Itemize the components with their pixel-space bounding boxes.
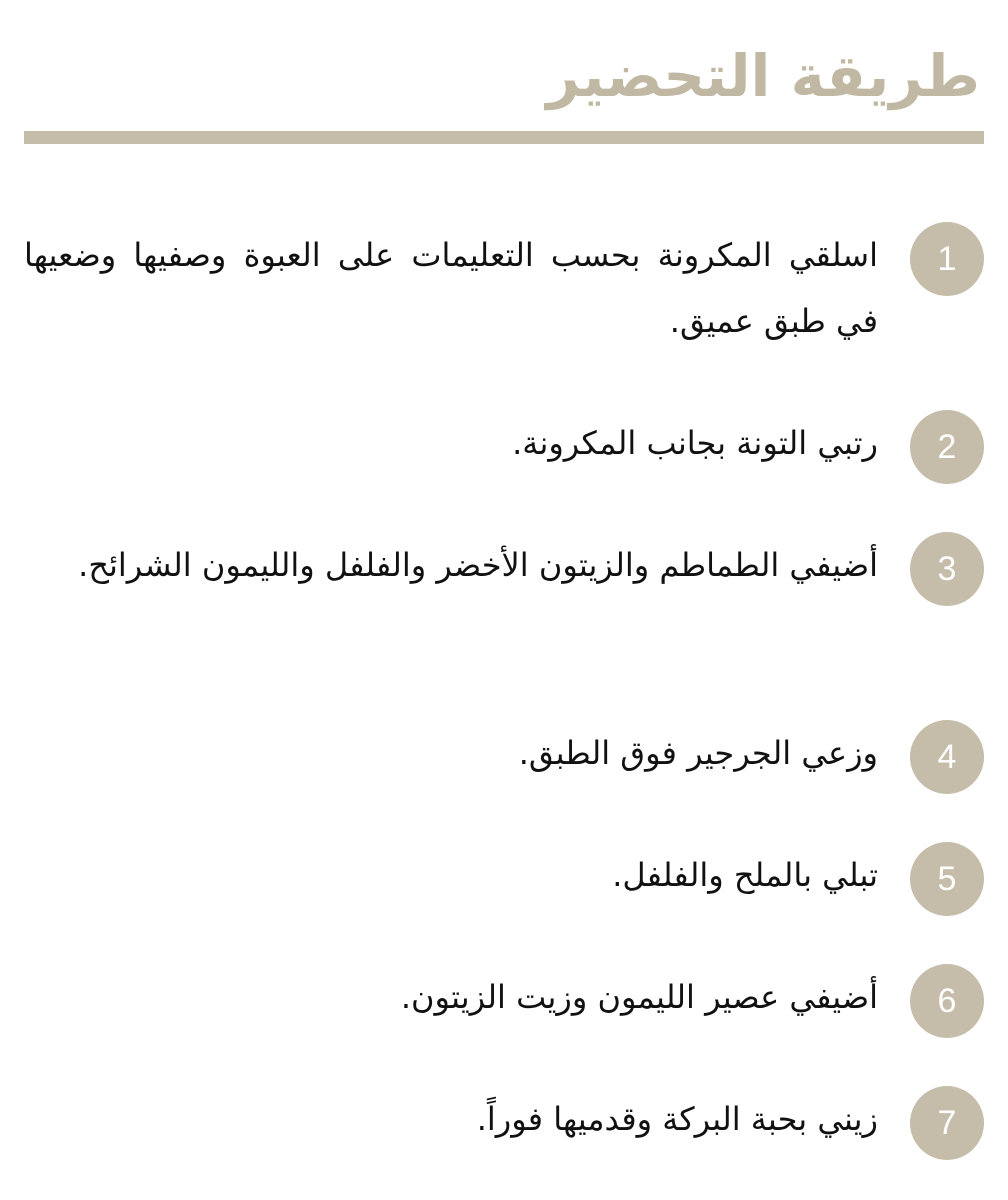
step-number-badge: 3: [910, 532, 984, 606]
step-item: [24, 964, 984, 1038]
step-item: [24, 842, 984, 916]
step-item: [24, 410, 984, 484]
step-text: أضيفي عصير الليمون وزيت الزيتون.: [400, 978, 878, 1016]
step-text: زيني بحبة البركة وقدميها فوراً.: [476, 1100, 878, 1138]
step-text: رتبي التونة بجانب المكرونة.: [512, 424, 878, 462]
step-text: أضيفي الطماطم والزيتون الأخضر والفلفل والليمون الشرائح.: [78, 546, 878, 584]
step-number-badge: 7: [910, 1086, 984, 1160]
step-item: [24, 1086, 984, 1160]
step-text: اسلقي المكرونة بحسب التعليمات على العبوة وصفيها وضعيها في طبق عميق.: [24, 236, 878, 340]
step-number-badge: 1: [910, 222, 984, 296]
step-item: [24, 532, 984, 672]
step-number-badge: 4: [910, 720, 984, 794]
page-title: طريقة التحضير: [546, 42, 980, 110]
title-divider: [24, 131, 984, 144]
step-number-badge: 2: [910, 410, 984, 484]
step-number-badge: 5: [910, 842, 984, 916]
step-text: تبلي بالملح والفلفل.: [612, 856, 878, 894]
step-number-badge: 6: [910, 964, 984, 1038]
step-item: [24, 222, 984, 362]
step-item: [24, 720, 984, 794]
step-text: وزعي الجرجير فوق الطبق.: [518, 734, 878, 772]
